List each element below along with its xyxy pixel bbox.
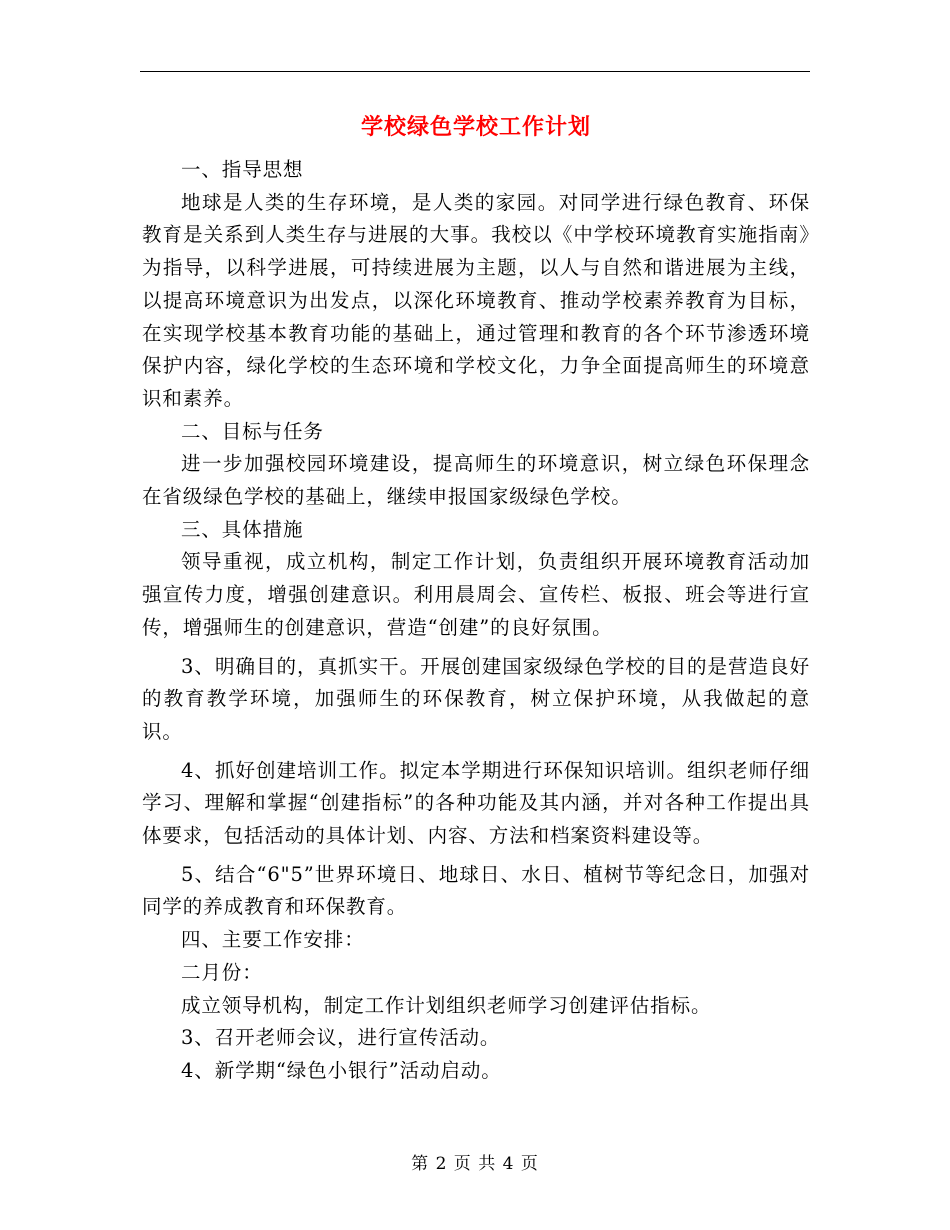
- paragraph-measure-5: 5、结合“6"5”世界环境日、地球日、水日、植树节等纪念日，加强对同学的养成教育和环保教育。: [142, 862, 810, 919]
- document-title: 学校绿色学校工作计划: [360, 114, 591, 140]
- section-heading-work-schedule: 四、主要工作安排：: [181, 928, 365, 952]
- paragraph-goals-tasks: 进一步加强校园环境建设，提高师生的环境意识，树立绿色环保理念在省级绿色学校的基础上，继续申报国家级绿色学校。: [142, 452, 810, 509]
- schedule-item-4: 4、新学期“绿色小银行”活动启动。: [181, 1058, 502, 1082]
- paragraph-measure-3: 3、明确目的，真抓实干。开展创建国家级绿色学校的目的是营造良好的教育教学环境，加强师生的环保教育，树立保护环境，从我做起的意识。: [142, 654, 810, 743]
- page-number-label: 第 2 页 共 4 页: [411, 1154, 539, 1174]
- schedule-month-february: 二月份：: [181, 960, 263, 984]
- paragraph-guiding-ideology: 地球是人类的生存环境，是人类的家园。对同学进行绿色教育、环保教育是关系到人类生存与进展的大事。我校以《中学校环境教育实施指南》为指导，以科学进展，可持续进展为主题，以人与自然和谐进展为主线，以提高环境意识为出发点，以深化环境教育、推动学校素养教育为目标，在实现学校基本教育功能的基础上，通过管理和教育的各个环节渗透环境保护内容，绿化学校的生态环境和学校文化，力争全面提高师生的环境意识和素养。: [142, 190, 810, 410]
- document-body: [142, 110, 810, 1088]
- schedule-item-3: 3、召开老师会议，进行宣传活动。: [181, 1026, 501, 1050]
- schedule-item-1: 成立领导机构，制定工作计划组织老师学习创建评估指标。: [181, 993, 712, 1017]
- section-heading-goals-tasks: 二、目标与任务: [181, 419, 324, 443]
- section-heading-measures: 三、具体措施: [181, 517, 304, 541]
- header-rule: [140, 71, 810, 72]
- paragraph-measure-1: 领导重视，成立机构，制定工作计划，负责组织开展环境教育活动加强宣传力度，增强创建意识。利用晨周会、宣传栏、板报、班会等进行宣传，增强师生的创建意识，营造“创建”的良好氛围。: [142, 550, 810, 639]
- section-heading-guiding-ideology: 一、指导思想: [181, 158, 304, 181]
- page-footer: [0, 1152, 950, 1176]
- paragraph-measure-4: 4、抓好创建培训工作。拟定本学期进行环保知识培训。组织老师仔细学习、理解和掌握“创建指标”的各种功能及其内涵，并对各种工作提出具体要求，包括活动的具体计划、内容、方法和档案资料建设等。: [142, 758, 810, 848]
